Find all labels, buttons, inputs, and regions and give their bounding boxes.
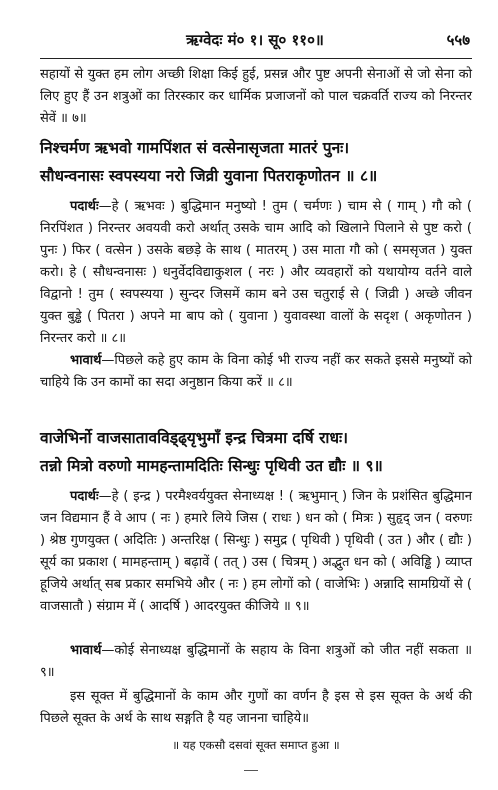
mantra-8-line-2: सौधन्वनासः स्वपस्यया नरो जिव्री युवाना पितराकृणोतन ॥ ८॥ [40,167,378,185]
padartha-8-text: —हे ( ऋभवः ) बुद्धिमान मनुष्यो ! तुम ( चर्मणः ) चाम से ( गाम् ) गौ को ( निरपिंशत ) निरन्तर अवयवी करो अर्थात् उसके चाम आदि को खिलाने पिलाने से पुष्ट करो ( पुनः ) फिर ( वत्सेन ) उसके बछड़े के साथ ( मातरम् ) उस माता गौ को ( समसृजत ) युक्त करो। हे ( सौधन्वनासः ) धनुर्वेदविद्याकुशल ( नरः ) और व्यवहारों को यथायोग्य वर्तने वाले विद्वानो ! तुम ( स्वपस्यया ) सुन्दर जिसमें काम बने उस चतुराई से ( जिव्री ) अच्छे जीवन युक्त बुड्ढे ( पितरा ) अपने मा बाप को ( युवाना ) युवावस्था वालों के सदृश ( अकृणोतन ) निरन्तर करो ॥ ८॥ [40,199,472,346]
mantra-9 [40,424,472,480]
mantra-8 [40,134,472,190]
header-rule [40,58,472,59]
padartha-9 [40,486,472,618]
page-number: ५५७ [446,31,470,49]
intro-paragraph: सहायों से युक्त हम लोग अच्छी शिक्षा किई हुई, प्रसन्न और पुष्ट अपनी सेनाओं से जो सेना को लिए हुए हैं उन शत्रुओं का तिरस्कार कर धार्मिक प्रजाजनों को पाल चक्रवर्ति राज्य को निरन्तर सेवें ॥ ७॥ [40,67,472,126]
end-dash [244,770,258,771]
mantra-9-line-2: तन्नो मित्रो वरुणो मामहन्तामदितिः सिन्धुः पृथिवी उत द्यौः ॥ ९॥ [40,457,383,475]
bhavartha-9 [40,640,472,684]
mantra-8-line-1: निश्चर्मण ऋभवो गामपिंशत सं वत्सेनासृजता मातरं पुनः। [40,139,350,157]
padartha-8-label: पदार्थः [70,199,99,214]
mantra-9-line-1: वाजेभिर्नो वाजसातावविड्ढ्यृभुमाँ इन्द्र चित्रमा दर्षि राधः। [40,429,348,447]
bhavartha-8-label: भावार्थ [70,353,102,368]
padartha-9-label: पदार्थः [70,489,99,504]
page-header [40,30,470,56]
padartha-9-text: —हे ( इन्द्र ) परमैश्वर्ययुक्त सेनाध्यक्ष ! ( ऋभुमान् ) जिन के प्रशंसित बुद्धिमान जन विद्यमान हैं वे आप ( नः ) हमारे लिये जिस ( राधः ) धन को ( मित्रः ) सुहृद् जन ( वरुणः ) श्रेष्ठ गुणयुक्त ( अदितिः ) अन्तरिक्ष ( सिन्धुः ) समुद्र ( पृथिवी ) पृथिवी ( उत ) और ( द्यौः ) सूर्य का प्रकाश ( मामहन्ताम् ) बढ़ावें ( तत् ) उस ( चित्रम् ) अद्भुत धन को ( अविड्ढि ) व्याप्त हूजिये अर्थात् सब प्रकार समभिये और ( नः ) हम लोगों को ( वाजेभिः ) अन्नादि सामग्रियों से ( वाजसातौ ) संग्राम में ( आदर्षि ) आदरयुक्त कीजिये ॥ ९॥ [40,489,472,614]
bhavartha-8 [40,350,472,394]
sukta-end-footer: ॥ यह एकसौ दसवां सूक्त समाप्त हुआ ॥ [172,738,340,752]
summary-paragraph: इस सूक्त में बुद्धिमानों के काम और गुणों का वर्णन है इस से इस सूक्त के अर्थ की पिछले सूक्त के अर्थ के साथ सङ्गति है यह जानना चाहिये॥ [40,689,472,726]
bhavartha-8-text: —पिछले कहे हुए काम के विना कोई भी राज्य नहीं कर सकते इससे मनुष्यों को चाहिये कि उन कामों का सदा अनुष्ठान किया करें ॥ ८॥ [40,353,472,390]
padartha-8 [40,196,472,350]
bhavartha-9-text: —कोई सेनाध्यक्ष बुद्धिमानों के सहाय के विना शत्रुओं को जीत नहीं सकता ॥ ९॥ [40,643,472,680]
bhavartha-9-label: भावार्थ [70,643,102,658]
running-title: ऋग्वेदः मं० १। सू० ११०॥ [186,31,324,49]
